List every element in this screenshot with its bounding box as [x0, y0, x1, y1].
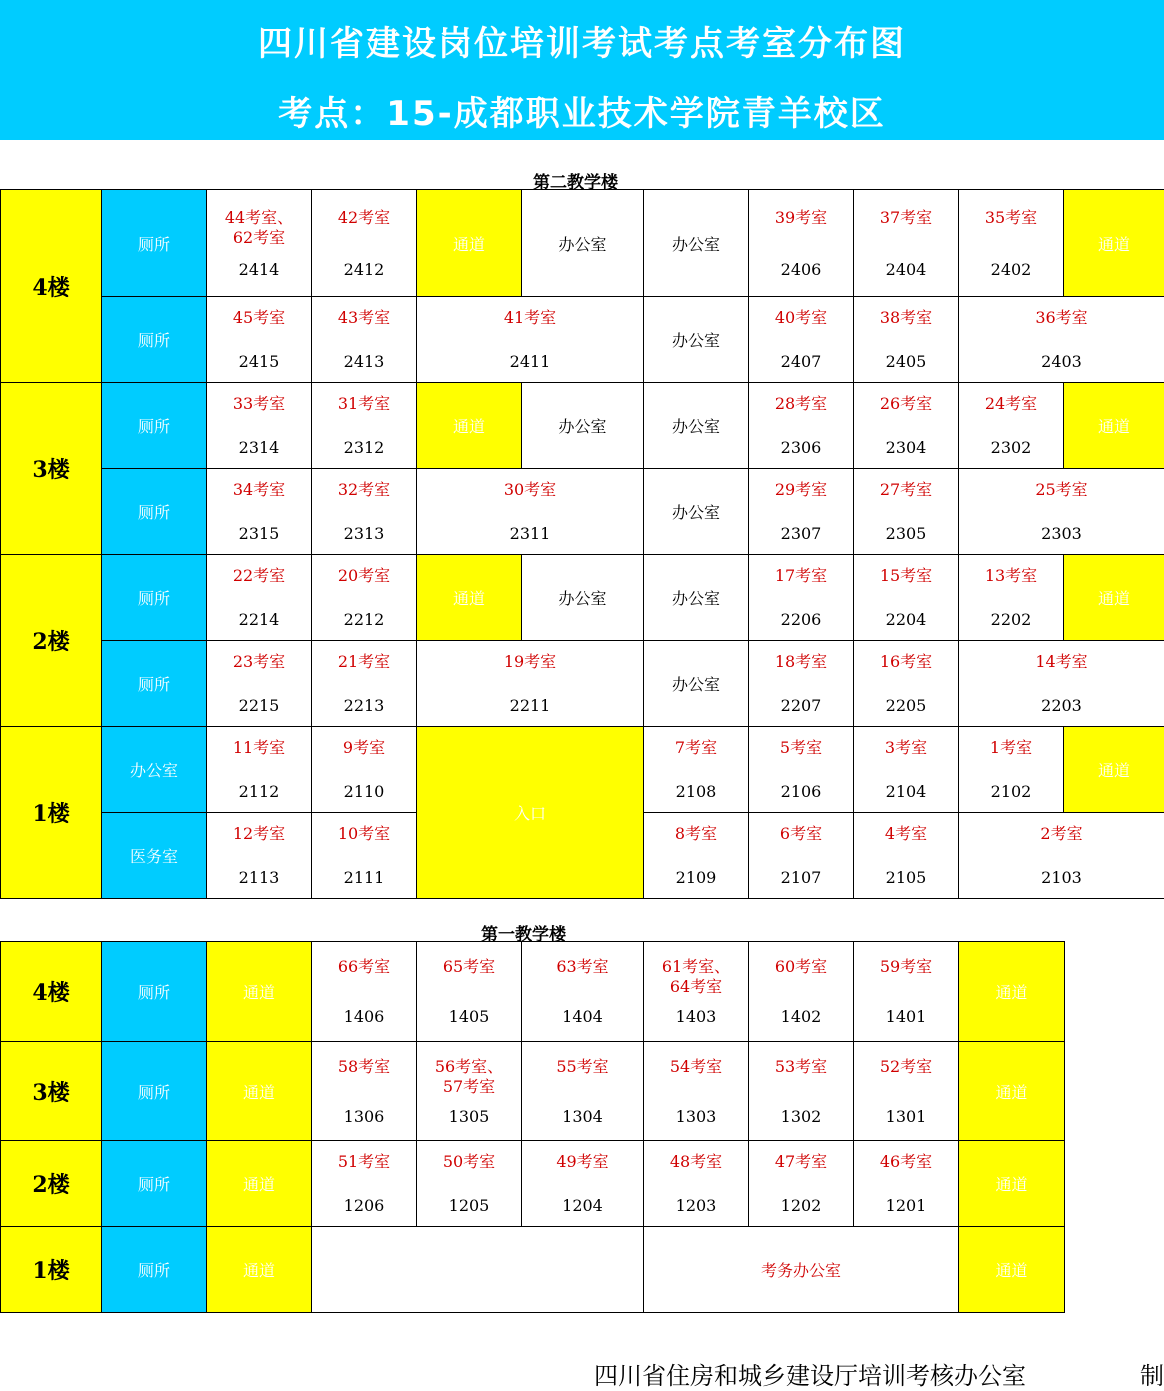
office: 办公室 — [522, 190, 644, 297]
exam-room-label: 39考室 — [749, 208, 853, 228]
exam-room — [854, 942, 959, 1042]
room-number: 2402 — [959, 260, 1063, 279]
exam-room — [312, 555, 417, 641]
room-number: 1401 — [854, 1007, 958, 1026]
exam-room-label: 47考室 — [749, 1152, 853, 1172]
exam-room-label: 36考室 — [959, 308, 1164, 328]
floor-label: 1楼 — [1, 1227, 102, 1313]
passage: 通道 — [207, 1141, 312, 1227]
exam-room-label: 44考室、62考室 — [207, 208, 311, 248]
exam-site-title: 考点：15-成都职业技术学院青羊校区 — [0, 86, 1164, 135]
room-number: 1305 — [417, 1107, 521, 1126]
room-number: 1201 — [854, 1196, 958, 1215]
exam-room-label: 12考室 — [207, 824, 311, 844]
exam-room — [312, 1141, 417, 1227]
passage: 通道 — [959, 1227, 1065, 1313]
room-number: 2206 — [749, 610, 853, 629]
exam-room — [417, 469, 644, 555]
exam-room-label: 55考室 — [522, 1057, 643, 1077]
room-number: 1402 — [749, 1007, 853, 1026]
exam-room-label: 10考室 — [312, 824, 416, 844]
exam-room — [417, 1141, 522, 1227]
exam-room — [417, 297, 644, 383]
room-number: 2404 — [854, 260, 958, 279]
room-number: 2205 — [854, 696, 958, 715]
exam-room — [854, 469, 959, 555]
room-number: 2215 — [207, 696, 311, 715]
room-number: 2204 — [854, 610, 958, 629]
room-number: 2314 — [207, 438, 311, 457]
room-number: 2213 — [312, 696, 416, 715]
exam-room-label: 3考室 — [854, 738, 958, 758]
room-number: 2315 — [207, 524, 311, 543]
exam-room-label: 53考室 — [749, 1057, 853, 1077]
exam-room — [959, 190, 1064, 297]
b2-3f-row1 — [1, 383, 1164, 469]
room-number: 2406 — [749, 260, 853, 279]
exam-room — [522, 1042, 644, 1141]
exam-room — [522, 942, 644, 1042]
office: 办公室 — [644, 297, 749, 383]
exam-room-label: 24考室 — [959, 394, 1063, 414]
restroom: 厕所 — [102, 1042, 207, 1141]
restroom: 厕所 — [102, 641, 207, 727]
exam-room-label: 17考室 — [749, 566, 853, 586]
building2-table — [0, 189, 1164, 899]
footer-org: 四川省住房和城乡建设厅培训考核办公室 — [594, 1362, 1026, 1390]
exam-room-label: 59考室 — [854, 957, 958, 977]
exam-room-label: 65考室 — [417, 957, 521, 977]
exam-room — [417, 1042, 522, 1141]
b2-4f-row1 — [1, 190, 1164, 297]
exam-room-label: 29考室 — [749, 480, 853, 500]
exam-room — [312, 190, 417, 297]
room-number: 1304 — [522, 1107, 643, 1126]
exam-room-label: 6考室 — [749, 824, 853, 844]
room-number: 2306 — [749, 438, 853, 457]
exam-room-label: 54考室 — [644, 1057, 748, 1077]
exam-room — [207, 469, 312, 555]
restroom: 厕所 — [102, 297, 207, 383]
exam-room — [207, 383, 312, 469]
exam-room-label: 1考室 — [959, 738, 1063, 758]
room-number: 2102 — [959, 782, 1063, 801]
passage: 通道 — [207, 1042, 312, 1141]
exam-room-label: 27考室 — [854, 480, 958, 500]
room-number: 2304 — [854, 438, 958, 457]
room-number: 2105 — [854, 868, 958, 887]
exam-room — [312, 297, 417, 383]
room-number: 1405 — [417, 1007, 521, 1026]
room-number: 2405 — [854, 352, 958, 371]
exam-room-label: 2考室 — [959, 824, 1164, 844]
room-number: 2407 — [749, 352, 853, 371]
exam-room-label: 8考室 — [644, 824, 748, 844]
room-number: 2411 — [417, 352, 643, 371]
room-number: 2305 — [854, 524, 958, 543]
floor-label: 4楼 — [1, 942, 102, 1042]
room-number: 2113 — [207, 868, 311, 887]
exam-room-label: 11考室 — [207, 738, 311, 758]
room-number: 2109 — [644, 868, 748, 887]
room-number: 1303 — [644, 1107, 748, 1126]
floor-label: 2楼 — [1, 555, 102, 727]
exam-room-label: 14考室 — [959, 652, 1164, 672]
room-number: 1302 — [749, 1107, 853, 1126]
exam-room — [207, 727, 312, 813]
exam-room — [854, 297, 959, 383]
room-number: 2413 — [312, 352, 416, 371]
page-title: 四川省建设岗位培训考试考点考室分布图 — [0, 16, 1164, 65]
exam-room-label: 66考室 — [312, 957, 416, 977]
office: 办公室 — [644, 641, 749, 727]
building2-title: 第二教学楼 — [533, 168, 618, 193]
exam-room-label: 28考室 — [749, 394, 853, 414]
b1-1f-row — [1, 1227, 1065, 1313]
room-number: 2112 — [207, 782, 311, 801]
empty-area — [312, 1227, 644, 1313]
restroom: 厕所 — [102, 942, 207, 1042]
exam-room — [854, 555, 959, 641]
exam-room — [854, 190, 959, 297]
b1-2f-row — [1, 1141, 1065, 1227]
exam-room — [522, 1141, 644, 1227]
room-number: 2104 — [854, 782, 958, 801]
restroom: 厕所 — [102, 469, 207, 555]
b2-4f-row2 — [1, 297, 1164, 383]
exam-room-label: 30考室 — [417, 480, 643, 500]
exam-room-label: 63考室 — [522, 957, 643, 977]
exam-room-label: 16考室 — [854, 652, 958, 672]
room-number: 2414 — [207, 260, 311, 279]
passage: 通道 — [417, 190, 522, 297]
exam-room-label: 41考室 — [417, 308, 643, 328]
room-number: 2412 — [312, 260, 416, 279]
exam-room — [207, 555, 312, 641]
office: 办公室 — [522, 383, 644, 469]
exam-room — [207, 297, 312, 383]
restroom: 厕所 — [102, 1227, 207, 1313]
exam-room — [417, 641, 644, 727]
exam-room — [749, 297, 854, 383]
room-number: 2403 — [959, 352, 1164, 371]
exam-room — [312, 813, 417, 899]
exam-room — [312, 469, 417, 555]
exam-room — [207, 813, 312, 899]
room-number: 2311 — [417, 524, 643, 543]
exam-room — [854, 727, 959, 813]
room-number: 1301 — [854, 1107, 958, 1126]
exam-room — [312, 1042, 417, 1141]
exam-room-label: 34考室 — [207, 480, 311, 500]
building1-title: 第一教学楼 — [481, 920, 566, 945]
exam-room — [959, 813, 1164, 899]
exam-room-label: 48考室 — [644, 1152, 748, 1172]
room-number: 2202 — [959, 610, 1063, 629]
room-number: 2111 — [312, 868, 416, 887]
room-number: 1203 — [644, 1196, 748, 1215]
exam-room-label: 37考室 — [854, 208, 958, 228]
exam-room — [644, 813, 749, 899]
exam-room — [417, 942, 522, 1042]
room-number: 2212 — [312, 610, 416, 629]
restroom: 厕所 — [102, 383, 207, 469]
exam-room — [749, 727, 854, 813]
passage: 通道 — [207, 1227, 312, 1313]
office: 办公室 — [644, 383, 749, 469]
floor-label: 3楼 — [1, 383, 102, 555]
exam-room-label: 61考室、64考室 — [644, 957, 748, 997]
exam-room-label: 13考室 — [959, 566, 1063, 586]
office: 办公室 — [644, 555, 749, 641]
office: 办公室 — [644, 469, 749, 555]
room-number: 2313 — [312, 524, 416, 543]
b1-3f-row — [1, 1042, 1065, 1141]
exam-room — [749, 942, 854, 1042]
passage: 通道 — [417, 383, 522, 469]
exam-room-label: 19考室 — [417, 652, 643, 672]
exam-room — [959, 641, 1164, 727]
passage: 通道 — [959, 1042, 1065, 1141]
floor-label: 4楼 — [1, 190, 102, 383]
exam-room-label: 43考室 — [312, 308, 416, 328]
exam-room-label: 7考室 — [644, 738, 748, 758]
exam-room — [749, 641, 854, 727]
passage: 通道 — [1064, 190, 1164, 297]
restroom: 厕所 — [102, 1141, 207, 1227]
exam-room — [644, 942, 749, 1042]
header-banner — [0, 0, 1164, 140]
room-number: 2214 — [207, 610, 311, 629]
exam-room — [749, 190, 854, 297]
room-number: 2303 — [959, 524, 1164, 543]
exam-room — [854, 383, 959, 469]
footer-suffix: 制 — [1140, 1356, 1164, 1391]
b2-3f-row2 — [1, 469, 1164, 555]
exam-room — [854, 813, 959, 899]
medical-room: 医务室 — [102, 813, 207, 899]
exam-room — [959, 555, 1064, 641]
b2-2f-row1 — [1, 555, 1164, 641]
room-number: 1202 — [749, 1196, 853, 1215]
restroom: 厕所 — [102, 190, 207, 297]
footer — [594, 1356, 1026, 1391]
exam-room-label: 58考室 — [312, 1057, 416, 1077]
exam-room — [959, 727, 1064, 813]
exam-room — [644, 1141, 749, 1227]
passage: 通道 — [207, 942, 312, 1042]
exam-room — [749, 1042, 854, 1141]
b2-1f-row1 — [1, 727, 1164, 813]
exam-room — [959, 383, 1064, 469]
exam-room-label: 18考室 — [749, 652, 853, 672]
exam-room-label: 32考室 — [312, 480, 416, 500]
room-number: 2106 — [749, 782, 853, 801]
exam-room-label: 42考室 — [312, 208, 416, 228]
exam-room-label: 33考室 — [207, 394, 311, 414]
exam-room — [749, 813, 854, 899]
exam-room — [644, 727, 749, 813]
exam-room — [644, 1042, 749, 1141]
exam-room-label: 50考室 — [417, 1152, 521, 1172]
exam-room-label: 38考室 — [854, 308, 958, 328]
room-number: 2108 — [644, 782, 748, 801]
office: 办公室 — [644, 190, 749, 297]
exam-room-label: 35考室 — [959, 208, 1063, 228]
exam-room — [749, 469, 854, 555]
room-number: 2110 — [312, 782, 416, 801]
passage: 通道 — [417, 555, 522, 641]
room-number: 1306 — [312, 1107, 416, 1126]
exam-room-label: 51考室 — [312, 1152, 416, 1172]
room-number: 1204 — [522, 1196, 643, 1215]
room-number: 1406 — [312, 1007, 416, 1026]
room-number: 2107 — [749, 868, 853, 887]
exam-room-label: 5考室 — [749, 738, 853, 758]
room-number: 2103 — [959, 868, 1164, 887]
exam-room — [959, 469, 1164, 555]
b1-4f-row — [1, 942, 1065, 1042]
floor-label: 1楼 — [1, 727, 102, 899]
floor-label: 2楼 — [1, 1141, 102, 1227]
exam-room — [312, 727, 417, 813]
exam-room-label: 25考室 — [959, 480, 1164, 500]
entrance: 入口 — [417, 727, 644, 899]
exam-affairs-office: 考务办公室 — [644, 1227, 959, 1313]
exam-room — [749, 1141, 854, 1227]
exam-room-label: 60考室 — [749, 957, 853, 977]
room-number: 2211 — [417, 696, 643, 715]
exam-room-label: 20考室 — [312, 566, 416, 586]
room-number: 1403 — [644, 1007, 748, 1026]
room-number: 2312 — [312, 438, 416, 457]
building1-table — [0, 941, 1065, 1313]
exam-room — [312, 942, 417, 1042]
room-number: 2415 — [207, 352, 311, 371]
exam-room-label: 45考室 — [207, 308, 311, 328]
exam-room — [854, 1141, 959, 1227]
exam-room-label: 23考室 — [207, 652, 311, 672]
exam-room-label: 56考室、57考室 — [417, 1057, 521, 1097]
restroom: 厕所 — [102, 555, 207, 641]
room-number: 2207 — [749, 696, 853, 715]
exam-room-label: 26考室 — [854, 394, 958, 414]
passage: 通道 — [959, 1141, 1065, 1227]
exam-room-label: 4考室 — [854, 824, 958, 844]
room-number: 2307 — [749, 524, 853, 543]
passage: 通道 — [959, 942, 1065, 1042]
exam-room — [854, 641, 959, 727]
office-room: 办公室 — [102, 727, 207, 813]
exam-room-label: 40考室 — [749, 308, 853, 328]
exam-room-label: 52考室 — [854, 1057, 958, 1077]
room-number: 1205 — [417, 1196, 521, 1215]
exam-room — [207, 641, 312, 727]
passage: 通道 — [1064, 727, 1164, 813]
office: 办公室 — [522, 555, 644, 641]
exam-room — [959, 297, 1164, 383]
room-number: 1206 — [312, 1196, 416, 1215]
exam-room — [312, 383, 417, 469]
exam-room — [207, 190, 312, 297]
exam-room — [749, 555, 854, 641]
room-number: 2302 — [959, 438, 1063, 457]
exam-room — [749, 383, 854, 469]
exam-room-label: 22考室 — [207, 566, 311, 586]
exam-room-label: 31考室 — [312, 394, 416, 414]
floor-label: 3楼 — [1, 1042, 102, 1141]
exam-room — [312, 641, 417, 727]
b2-2f-row2 — [1, 641, 1164, 727]
exam-room-label: 49考室 — [522, 1152, 643, 1172]
room-number: 1404 — [522, 1007, 643, 1026]
room-number: 2203 — [959, 696, 1164, 715]
passage: 通道 — [1064, 383, 1164, 469]
exam-room-label: 15考室 — [854, 566, 958, 586]
exam-room — [854, 1042, 959, 1141]
exam-room-label: 9考室 — [312, 738, 416, 758]
exam-room-label: 46考室 — [854, 1152, 958, 1172]
passage: 通道 — [1064, 555, 1164, 641]
exam-room-label: 21考室 — [312, 652, 416, 672]
